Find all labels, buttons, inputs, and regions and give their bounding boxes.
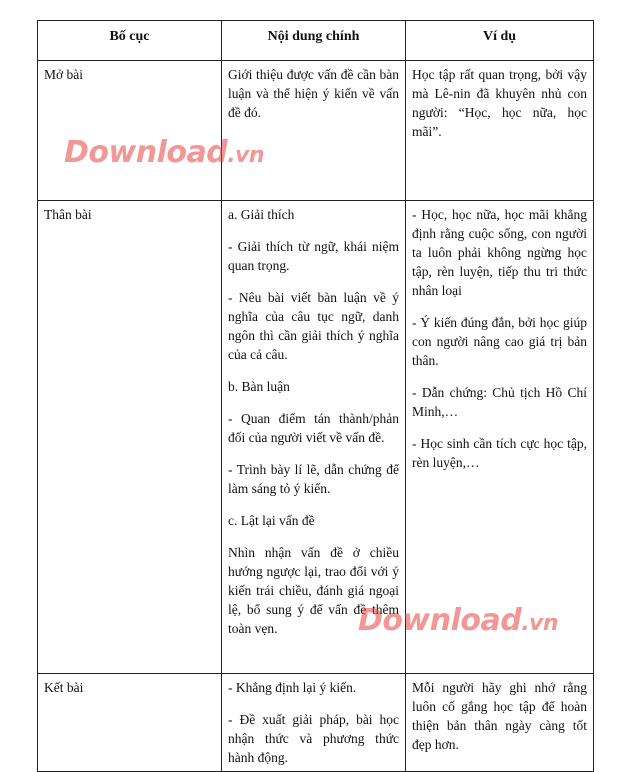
row-label: Thân bài [38, 201, 222, 674]
example-paragraph: - Học sinh cần tích cực học tập, rèn luyện,… [412, 436, 587, 470]
example-paragraph: - Dẫn chứng: Chủ tịch Hồ Chí Minh,… [412, 385, 587, 419]
row-example [406, 61, 594, 201]
content-paragraph: b. Bàn luận [228, 379, 290, 394]
content-paragraph: Giới thiệu được vấn đề cần bàn luận và thể hiện ý kiến về vấn đề đó. [228, 67, 399, 120]
content-paragraph: - Quan điểm tán thành/phản đối của người viết về vấn đề. [228, 411, 399, 445]
header-example: Ví dụ [406, 21, 594, 61]
content-paragraph: - Giải thích từ ngữ, khái niệm quan trọng. [228, 239, 399, 273]
table-header-row [38, 21, 594, 61]
content-paragraph: - Khẳng định lại ý kiến. [228, 680, 357, 695]
example-paragraph: Học tập rất quan trọng, bởi vậy mà Lê-nin đã khuyên nhủ con người: “Học, học nữa, học mãi”. [412, 67, 587, 139]
content-paragraph: - Đề xuất giải pháp, bài học nhận thức và phương thức hành động. [228, 712, 399, 765]
table-row-body [38, 201, 594, 674]
watermark-main: Download [64, 135, 228, 170]
row-content [222, 674, 406, 772]
row-example [406, 201, 594, 674]
content-paragraph: c. Lật lại vấn đề [228, 513, 315, 528]
row-content [222, 61, 406, 201]
table-row-conclusion [38, 674, 594, 772]
watermark-main: Download [358, 603, 522, 638]
outline-table [37, 20, 594, 772]
row-example [406, 674, 594, 772]
content-paragraph: Nhìn nhận vấn đề ở chiều hướng ngược lại, trao đổi với ý kiến trái chiều, đánh giá ngoại lệ, bổ sung ý để vấn đề thêm toàn vẹn. [228, 545, 399, 636]
watermark-suffix: .vn [227, 143, 265, 168]
content-paragraph: - Nêu bài viết bàn luận về ý nghĩa của câu tục ngữ, danh ngôn thì cần giải thích ý nghĩa của cả câu. [228, 290, 399, 362]
table-row-intro [38, 61, 594, 201]
header-structure: Bố cục [38, 21, 222, 61]
content-paragraph: a. Giải thích [228, 207, 295, 222]
example-paragraph: Mỗi người hãy ghi nhớ rằng luôn cố gắng học tập để hoàn thiện bản thân ngày càng tốt đẹp hơn. [412, 680, 587, 752]
watermark-suffix: .vn [521, 611, 559, 636]
row-label: Mở bài [38, 61, 222, 201]
row-content [222, 201, 406, 674]
row-label: Kết bài [38, 674, 222, 772]
example-paragraph: - Học, học nữa, học mãi khẳng định rằng cuộc sống, con người ta luôn phải không ngừng học tập, rèn luyện, tiếp thu tri thức nhân loại [412, 207, 587, 298]
content-paragraph: - Trình bày lí lẽ, dẫn chứng để làm sáng tỏ ý kiến. [228, 462, 399, 496]
header-main-content: Nội dung chính [222, 21, 406, 61]
example-paragraph: - Ý kiến đúng đắn, bởi học giúp con người nâng cao giá trị bản thân. [412, 315, 587, 368]
